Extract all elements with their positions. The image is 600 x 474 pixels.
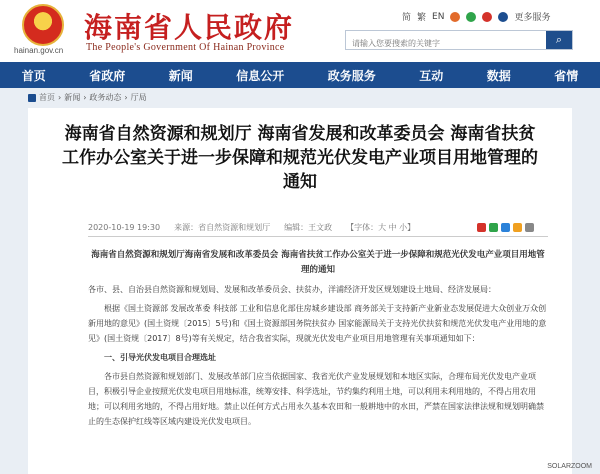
nav-item-news[interactable]: 新闻: [168, 68, 193, 83]
search-input[interactable]: [346, 35, 544, 53]
divider: [88, 236, 548, 237]
more-services-icon[interactable]: [498, 12, 508, 22]
national-emblem-icon: [22, 4, 64, 46]
breadcrumb-gov-news[interactable]: 政务动态: [89, 93, 122, 102]
article-date: 2020-10-19 19:30: [88, 223, 161, 232]
nav-item-province-info[interactable]: 省情: [554, 68, 579, 83]
site-url: hainan.gov.cn: [14, 46, 64, 55]
article-source: 来源：省自然资源和规划厅: [174, 223, 271, 232]
article-section-heading: 一、引导光伏发电项目合理选址: [104, 353, 216, 362]
nav-item-government[interactable]: 省政府: [89, 68, 126, 83]
article-paragraph: 各市县自然资源和规划部门、发展改革部门应当依据国家、我省光伏产业发展规划和本地区实际，合理布局光伏发电产业项目，积极引导企业按照光伏发电项目用地标准，统筹安排、科学选址，节约集约利用土地，可以利用未利用地的，不得占用农用地；可以利用劣地的，不得占用好地。禁止以任何方式占用永久基本农田和一般耕地中的水田，严禁在国家法律法规和规划明确禁止的生态保护红线等区域内建设光伏发电项目。: [88, 372, 544, 426]
article-panel: [28, 108, 572, 474]
top-links: [402, 10, 550, 23]
lang-traditional[interactable]: 繁: [417, 13, 427, 23]
breadcrumb-news[interactable]: 新闻: [64, 93, 81, 102]
wechat-icon[interactable]: [466, 12, 476, 22]
search-box: [345, 30, 573, 50]
breadcrumb: 首页 › 新闻 › 政务动态 › 厅局: [28, 92, 147, 103]
share-wechat-icon[interactable]: [489, 223, 498, 232]
nav-item-home[interactable]: 首页: [21, 68, 46, 83]
share-weibo-icon[interactable]: [477, 223, 486, 232]
watermark: SOLARZOOM: [547, 463, 592, 470]
article-title: 海南省自然资源和规划厅 海南省发展和改革委员会 海南省扶贫工作办公室关于进一步保障和规范光伏发电产业项目用地管理的通知: [62, 124, 538, 192]
article-body: [88, 248, 548, 433]
article-editor: 编辑：王文政: [284, 223, 333, 232]
search-icon: ⌕: [555, 33, 563, 46]
search-button[interactable]: [546, 31, 572, 49]
print-icon[interactable]: [525, 223, 534, 232]
article-meta: [88, 222, 548, 233]
nav-item-disclosure[interactable]: 信息公开: [236, 68, 285, 83]
lang-english[interactable]: EN: [432, 11, 445, 22]
site-header: [0, 0, 600, 62]
font-size-selector[interactable]: 【字体：大 中 小】: [346, 223, 416, 232]
article-heading: 海南省自然资源和规划厅海南省发展和改革委员会 海南省扶贫工作办公室关于进一步保障和规范光伏发电产业项目用地管理的通知: [91, 250, 545, 275]
nav-item-services[interactable]: 政务服务: [327, 68, 376, 83]
more-services-link[interactable]: 更多服务: [514, 13, 551, 23]
home-icon: [28, 94, 36, 102]
share-qzone-icon[interactable]: [513, 223, 522, 232]
article-recipients: 各市、县、自治县自然资源和规划局、发展和改革委员会、扶贫办，洋浦经济开发区规划建设土地局、经济发展局：: [88, 285, 496, 294]
share-qq-icon[interactable]: [501, 223, 510, 232]
article-paragraph: 根据《国土资源部 发展改革委 科技部 工业和信息化部住房城乡建设部 商务部关于支持新产业新业态发展促进大众创业万众创新用地的意见》(国土资规〔2015〕5号)和《国土资源部国务院扶贫办 国家能源局关于支持光伏扶贫和规范光伏发电产业用地的意见》(国土资规〔2017〕8号)等有关规定，结合我省实际，现就光伏发电产业项目用地管理有关事项通知如下：: [88, 304, 547, 343]
nav-item-data[interactable]: 数据: [486, 68, 511, 83]
share-buttons: [477, 223, 534, 232]
site-title[interactable]: 海南省人民政府: [84, 11, 295, 44]
main-nav: [0, 62, 600, 88]
breadcrumb-bureau[interactable]: 厅局: [130, 93, 147, 102]
lang-simplified[interactable]: 简: [402, 13, 412, 23]
site-subtitle: The People's Government Of Hainan Province: [86, 42, 285, 53]
weibo-icon[interactable]: [482, 12, 492, 22]
breadcrumb-home[interactable]: 首页: [39, 93, 55, 102]
nav-item-interaction[interactable]: 互动: [419, 68, 444, 83]
accessibility-icon[interactable]: [450, 12, 460, 22]
